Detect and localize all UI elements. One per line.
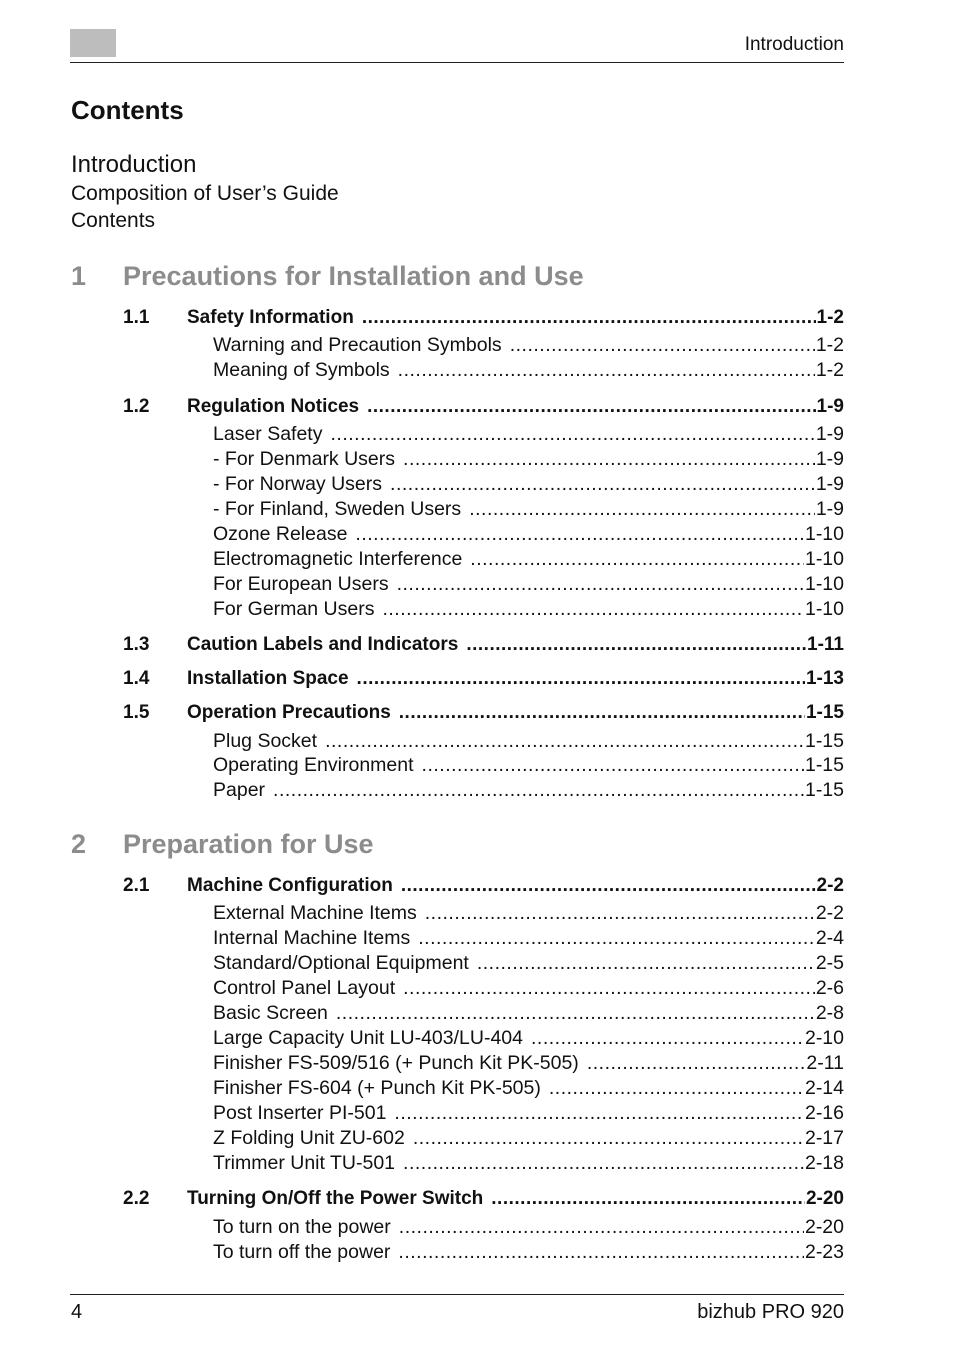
section-title: Turning On/Off the Power Switch [187,1188,484,1209]
dot-leader [273,779,804,802]
subsection-title: Plug Socket [213,730,318,752]
page-ref: 2-2 [816,875,844,896]
page-ref: 1-10 [804,598,844,620]
section-title: Safety Information [187,307,354,328]
dot-leader [531,1027,804,1050]
page-ref: 1-2 [816,307,844,328]
page-ref: 2-20 [805,1188,844,1209]
subsection-title: Standard/Optional Equipment [213,952,469,974]
toc-subsection[interactable] [213,359,844,382]
toc-subsection[interactable] [213,334,844,357]
page-ref: 2-23 [804,1241,844,1263]
section-number: 1.2 [123,396,150,417]
subsection-title: External Machine Items [213,902,417,924]
subsection-title: Operating Environment [213,754,414,776]
dot-leader [418,927,815,950]
page-ref: 2-11 [806,1052,844,1074]
dot-leader [394,1102,804,1125]
page-ref: 2-6 [815,977,844,999]
toc-subsection[interactable] [213,1077,844,1100]
dot-leader [510,334,815,357]
page-ref: 1-10 [804,573,844,595]
section-number: 1.1 [123,307,150,328]
dot-leader [466,634,806,656]
section-number: 1.3 [123,634,150,655]
page-ref: 2-17 [804,1127,844,1149]
chapter-number: 1 [71,261,87,291]
dot-leader [469,498,815,521]
page-ref: 1-13 [805,668,844,689]
product-name: bizhub PRO 920 [697,1301,844,1323]
page-ref: 2-18 [804,1152,844,1174]
page-ref: 1-9 [815,448,844,470]
toc-subsection[interactable] [213,1027,844,1050]
page-ref: 1-2 [815,359,844,381]
section-title: Installation Space [187,668,349,689]
toc-section-1-1[interactable] [123,307,844,329]
page-ref: 2-2 [815,902,844,924]
toc-subsection[interactable] [213,754,844,777]
page-ref: 2-14 [804,1077,844,1099]
subsection-title: Basic Screen [213,1002,328,1024]
subsection-title: Paper [213,779,266,801]
toc-subsection[interactable] [213,598,844,621]
intro-item-contents[interactable]: Contents [71,209,156,232]
intro-item-composition[interactable]: Composition of User’s Guide [71,182,339,205]
subsection-title: Electromagnetic Interference [213,548,463,570]
page-ref: 2-16 [804,1102,844,1124]
page-ref: 2-20 [804,1216,844,1238]
chapter-2-heading[interactable] [71,829,374,860]
page-ref: 2-4 [815,927,844,949]
header-rule [70,62,844,63]
page-ref: 1-10 [804,548,844,570]
toc-subsection[interactable] [213,779,844,802]
dot-leader [397,573,804,596]
page-ref: 1-15 [804,779,844,801]
subsection-title: For European Users [213,573,389,595]
dot-leader [425,902,815,925]
page-ref: 1-10 [804,523,844,545]
intro-heading[interactable]: Introduction [71,151,197,178]
page-ref: 1-9 [815,498,844,520]
dot-leader [382,598,804,621]
subsection-title: Laser Safety [213,423,323,445]
dot-leader [325,730,804,753]
page-title: Contents [71,95,184,125]
dot-leader [330,423,814,446]
page-ref: 1-9 [816,396,844,417]
section-number: 1.5 [123,702,150,723]
section-number: 2.1 [123,875,150,896]
page-ref: 1-15 [805,702,844,723]
page-ref: 1-15 [804,754,844,776]
toc-subsection[interactable] [213,1216,844,1239]
subsection-title: Control Panel Layout [213,977,396,999]
toc-subsection[interactable] [213,423,844,446]
toc-section-1-3[interactable] [123,634,844,656]
subsection-title: - For Finland, Sweden Users [213,498,462,520]
dot-leader [399,1216,804,1239]
toc-subsection[interactable] [213,730,844,753]
section-title: Caution Labels and Indicators [187,634,459,655]
dot-leader [390,473,815,496]
subsection-title: For German Users [213,598,375,620]
dot-leader [398,359,815,382]
dot-leader [587,1052,806,1075]
dot-leader [357,668,805,690]
subsection-title: To turn off the power [213,1241,391,1263]
subsection-title: Warning and Precaution Symbols [213,334,502,356]
page-ref: 1-15 [804,730,844,752]
subsection-title: Internal Machine Items [213,927,411,949]
toc-subsection[interactable] [213,927,844,950]
toc-subsection[interactable] [213,952,844,975]
chapter-title: Precautions for Installation and Use [123,261,584,291]
dot-leader [491,1188,805,1210]
toc-subsection[interactable] [213,902,844,925]
chapter-number: 2 [71,829,87,859]
toc-section-2-2[interactable] [123,1188,844,1210]
page-ref: 1-2 [815,334,844,356]
toc-section-1-5[interactable] [123,702,844,724]
toc-subsection[interactable] [213,1002,844,1025]
toc-subsection[interactable] [213,1152,844,1175]
page-number: 4 [71,1301,83,1323]
subsection-title: Finisher FS-604 (+ Punch Kit PK-505) [213,1077,541,1099]
subsection-title: To turn on the power [213,1216,391,1238]
section-number: 1.4 [123,668,150,689]
section-title: Operation Precautions [187,702,391,723]
section-number: 2.2 [123,1188,150,1209]
toc-section-2-1[interactable] [123,875,844,897]
toc-subsection[interactable] [213,548,844,571]
subsection-title: Z Folding Unit ZU-602 [213,1127,405,1149]
page-ref: 1-9 [815,423,844,445]
intro-block [71,150,339,234]
dot-leader [413,1127,804,1150]
toc-subsection[interactable] [213,1127,844,1150]
header-gray-block [70,29,116,57]
running-header-title: Introduction [744,34,844,55]
page-ref: 1-9 [815,473,844,495]
dot-leader [422,754,804,777]
dot-leader [355,523,804,546]
subsection-title: Finisher FS-509/516 (+ Punch Kit PK-505) [213,1052,579,1074]
dot-leader [362,307,816,329]
subsection-title: - For Norway Users [213,473,383,495]
toc-subsection[interactable] [213,498,844,521]
section-title: Regulation Notices [187,396,360,417]
chapter-title: Preparation for Use [123,829,374,859]
page-ref: 2-8 [815,1002,844,1024]
toc-section-1-2[interactable] [123,396,844,418]
dot-leader [401,875,816,897]
subsection-title: Meaning of Symbols [213,359,390,381]
page-ref: 2-10 [804,1027,844,1049]
dot-leader [336,1002,815,1025]
dot-leader [367,396,815,418]
toc-subsection[interactable] [213,523,844,546]
page-ref: 1-11 [807,634,844,655]
chapter-1-heading[interactable] [71,261,584,292]
dot-leader [399,702,805,724]
toc-subsection[interactable] [213,1102,844,1125]
toc-subsection[interactable] [213,473,844,496]
subsection-title: Large Capacity Unit LU-403/LU-404 [213,1027,524,1049]
subsection-title: Ozone Release [213,523,348,545]
footer-rule [70,1294,844,1295]
section-title: Machine Configuration [187,875,393,896]
subsection-title: Post Inserter PI-501 [213,1102,387,1124]
dot-leader [403,977,815,1000]
subsection-title: Trimmer Unit TU-501 [213,1152,396,1174]
subsection-title: - For Denmark Users [213,448,396,470]
dot-leader [549,1077,804,1100]
dot-leader [403,1152,804,1175]
dot-leader [470,548,804,571]
toc-subsection[interactable] [213,573,844,596]
dot-leader [403,448,815,471]
dot-leader [398,1241,804,1264]
toc-section-1-4[interactable] [123,668,844,690]
page-ref: 2-5 [815,952,844,974]
toc-subsection[interactable] [213,977,844,1000]
toc-subsection[interactable] [213,1052,844,1075]
toc-subsection[interactable] [213,1241,844,1264]
dot-leader [477,952,815,975]
toc-subsection[interactable] [213,448,844,471]
